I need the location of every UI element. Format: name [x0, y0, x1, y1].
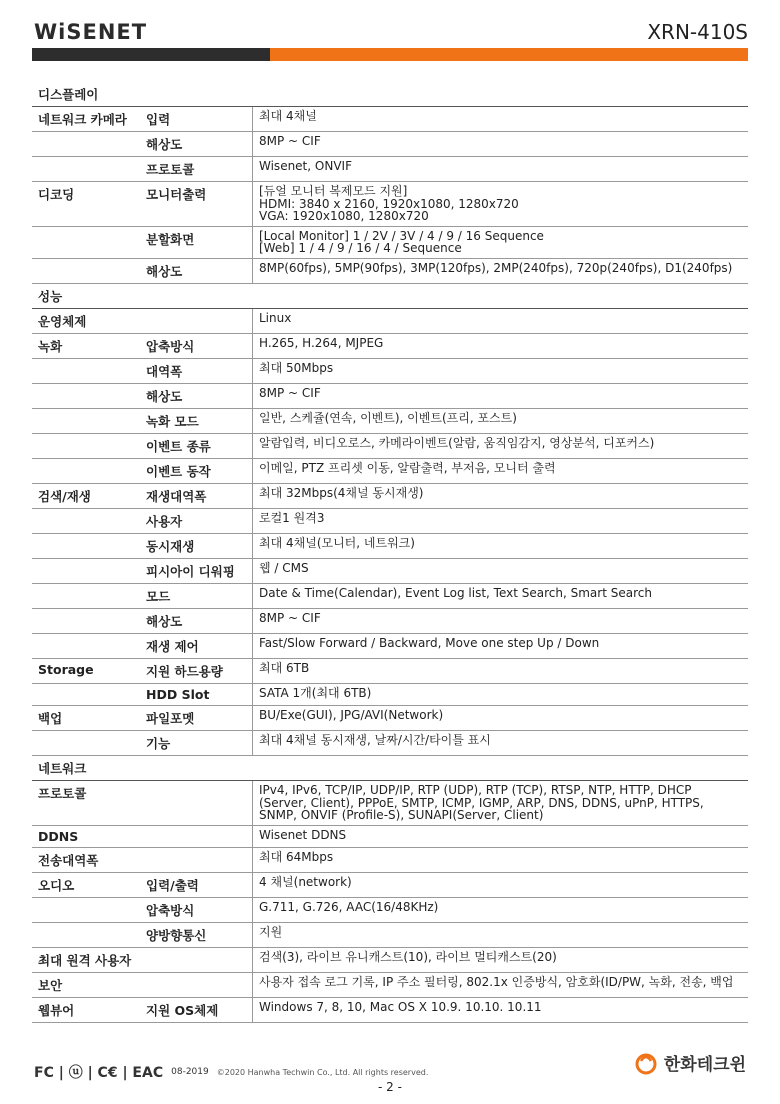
spec-subcategory: 동시재생	[146, 538, 195, 554]
spec-category	[32, 132, 142, 156]
spec-value: 이메일, PTZ 프리셋 이동, 알람출력, 부저음, 모니터 출력	[252, 459, 748, 483]
spec-value: BU/Exe(GUI), JPG/AVI(Network)	[252, 706, 748, 730]
spec-category	[32, 384, 142, 408]
section-header	[32, 756, 748, 781]
spec-category	[32, 609, 142, 633]
spec-row	[32, 659, 748, 684]
spec-row	[32, 898, 748, 923]
section-title: 디스플레이	[38, 87, 99, 102]
spec-row	[32, 584, 748, 609]
spec-category	[32, 459, 142, 483]
wisenet-logo: WiSENET	[34, 20, 148, 44]
spec-row	[32, 559, 748, 584]
spec-category	[32, 509, 142, 533]
spec-category: 전송대역폭	[38, 852, 99, 868]
spec-value: [Local Monitor] 1 / 2V / 3V / 4 / 9 / 16 Sequence [Web] 1 / 4 / 9 / 16 / 4 / Sequence	[252, 227, 748, 258]
hanwha-logo	[634, 1050, 746, 1075]
spec-value: 최대 4채널(모니터, 네트워크)	[252, 534, 748, 558]
spec-category: Storage	[38, 661, 94, 677]
spec-row	[32, 259, 748, 284]
spec-row	[32, 227, 748, 259]
spec-row	[32, 684, 748, 706]
spec-value: G.711, G.726, AAC(16/48KHz)	[252, 898, 748, 922]
spec-row	[32, 826, 748, 848]
footer-info	[34, 1062, 428, 1082]
spec-row	[32, 948, 748, 973]
spec-row	[32, 334, 748, 359]
spec-subcategory: 기능	[146, 735, 171, 751]
spec-category	[32, 731, 142, 755]
spec-value: H.265, H.264, MJPEG	[252, 334, 748, 358]
spec-row	[32, 973, 748, 998]
spec-subcategory: 사용자	[146, 513, 183, 529]
spec-row	[32, 609, 748, 634]
spec-row	[32, 384, 748, 409]
spec-category	[32, 559, 142, 583]
spec-subcategory: 이벤트 동작	[146, 463, 211, 479]
spec-subcategory: 입력/출력	[146, 877, 199, 893]
spec-category	[32, 584, 142, 608]
spec-row	[32, 434, 748, 459]
header-bar-orange	[270, 48, 748, 61]
spec-value: 최대 4채널 동시재생, 날짜/시간/타이틀 표시	[252, 731, 748, 755]
spec-value: Date & Time(Calendar), Event Log list, Text Search, Smart Search	[252, 584, 748, 608]
page-header	[0, 0, 780, 64]
spec-subcategory: 프로토콜	[146, 162, 195, 177]
spec-subcategory: 대역폭	[146, 363, 183, 379]
spec-category	[32, 684, 142, 705]
spec-subcategory: 해상도	[146, 263, 183, 279]
spec-category: 녹화	[38, 338, 63, 354]
spec-subcategory: 양방향통신	[146, 927, 207, 943]
spec-value: 지원	[252, 923, 748, 947]
spec-value: SATA 1개(최대 6TB)	[252, 684, 748, 705]
spec-category: 프로토콜	[38, 785, 87, 801]
spec-row	[32, 484, 748, 509]
spec-value: 검색(3), 라이브 유니캐스트(10), 라이브 멀티캐스트(20)	[252, 948, 748, 972]
spec-value: Linux	[252, 309, 748, 333]
spec-row	[32, 107, 748, 132]
spec-subcategory: 이벤트 종류	[146, 438, 211, 454]
spec-subcategory: 모드	[146, 588, 171, 604]
spec-category	[32, 534, 142, 558]
spec-row	[32, 731, 748, 756]
spec-category: 검색/재생	[38, 488, 91, 504]
spec-value: 8MP ~ CIF	[252, 384, 748, 408]
spec-category	[32, 923, 142, 947]
spec-row	[32, 634, 748, 659]
spec-subcategory: 피시아이 디워핑	[146, 563, 235, 579]
spec-value: 8MP(60fps), 5MP(90fps), 3MP(120fps), 2MP(240fps), 720p(240fps), D1(240fps)	[252, 259, 748, 283]
spec-value: 8MP ~ CIF	[252, 132, 748, 156]
spec-subcategory: 압축방식	[146, 338, 195, 354]
spec-value: [듀얼 모니터 복제모드 지원] HDMI: 3840 x 2160, 1920x1080, 1280x720 VGA: 1920x1080, 1280x720	[252, 182, 748, 226]
spec-value: 최대 50Mbps	[252, 359, 748, 383]
spec-value: 최대 4채널	[252, 107, 748, 131]
spec-table	[32, 82, 748, 1023]
certification-marks: FC | ⓤ | C€ | EAC	[34, 1065, 164, 1081]
spec-category	[32, 434, 142, 458]
spec-value: Wisenet DDNS	[252, 826, 748, 847]
spec-subcategory: 녹화 모드	[146, 413, 199, 429]
spec-subcategory: 지원 OS체제	[146, 1002, 219, 1018]
spec-row	[32, 534, 748, 559]
spec-value: 로컬1 원격3	[252, 509, 748, 533]
spec-category: 네트워크 카메라	[38, 112, 127, 127]
spec-category	[32, 898, 142, 922]
spec-subcategory: 해상도	[146, 137, 183, 152]
header-bar-dark	[32, 48, 270, 61]
spec-category: 운영체제	[38, 313, 87, 329]
footer-copyright: ©2020 Hanwha Techwin Co., Ltd. All rights reserved.	[216, 1067, 429, 1077]
spec-row	[32, 998, 748, 1023]
spec-subcategory: 입력	[146, 112, 171, 127]
spec-value: 웹 / CMS	[252, 559, 748, 583]
spec-category: DDNS	[38, 828, 79, 844]
spec-value: Windows 7, 8, 10, Mac OS X 10.9. 10.10. 10.11	[252, 998, 748, 1022]
spec-row	[32, 157, 748, 182]
spec-category	[32, 227, 142, 258]
spec-value: 알람입력, 비디오로스, 카메라이벤트(알람, 움직임감지, 영상분석, 디포커스)	[252, 434, 748, 458]
spec-subcategory: 파일포멧	[146, 710, 195, 726]
spec-category: 디코딩	[38, 187, 75, 202]
spec-row	[32, 873, 748, 898]
spec-subcategory: 압축방식	[146, 902, 195, 918]
spec-category: 최대 원격 사용자	[38, 952, 132, 968]
spec-value: 최대 6TB	[252, 659, 748, 683]
spec-row	[32, 182, 748, 227]
hanwha-flame-icon	[634, 1051, 658, 1075]
spec-category: 백업	[38, 710, 63, 726]
spec-value: 4 채널(network)	[252, 873, 748, 897]
spec-category	[32, 634, 142, 658]
spec-row	[32, 509, 748, 534]
spec-value: IPv4, IPv6, TCP/IP, UDP/IP, RTP (UDP), RTP (TCP), RTSP, NTP, HTTP, DHCP (Server, Client), PPPoE, SMTP, ICMP, IGMP, ARP, DNS, DDNS, uPnP, HTTPS, SNMP, ONVIF (Profile-S), SUNAPI(Server, Client)	[252, 781, 748, 825]
spec-value: 최대 32Mbps(4채널 동시재생)	[252, 484, 748, 508]
spec-row	[32, 848, 748, 873]
spec-category: 웹뷰어	[38, 1002, 75, 1018]
spec-category: 오디오	[38, 877, 75, 893]
spec-row	[32, 781, 748, 826]
spec-value: 8MP ~ CIF	[252, 609, 748, 633]
spec-value: 사용자 접속 로그 기록, IP 주소 필터링, 802.1x 인증방식, 암호화(ID/PW, 녹화, 전송, 백업	[252, 973, 748, 997]
spec-row	[32, 706, 748, 731]
spec-category: 보안	[38, 977, 63, 993]
model-name: XRN-410S	[647, 20, 748, 44]
section-title: 성능	[38, 288, 63, 304]
spec-subcategory: 해상도	[146, 613, 183, 629]
spec-subcategory: 재생대역폭	[146, 488, 207, 504]
spec-category	[32, 157, 142, 181]
spec-row	[32, 309, 748, 334]
spec-row	[32, 132, 748, 157]
spec-row	[32, 923, 748, 948]
hanwha-brand-text: 한화테크윈	[663, 1055, 746, 1075]
spec-category	[32, 359, 142, 383]
section-header	[32, 284, 748, 309]
spec-subcategory: 해상도	[146, 388, 183, 404]
spec-value: Fast/Slow Forward / Backward, Move one step Up / Down	[252, 634, 748, 658]
section-header	[32, 82, 748, 107]
spec-category	[32, 259, 142, 283]
spec-row	[32, 459, 748, 484]
spec-value: 최대 64Mbps	[252, 848, 748, 872]
page-number: - 2 -	[378, 1080, 402, 1094]
spec-subcategory: 재생 제어	[146, 638, 199, 654]
spec-row	[32, 409, 748, 434]
footer-date: 08-2019	[171, 1067, 209, 1077]
section-title: 네트워크	[38, 760, 87, 776]
spec-value: 일반, 스케쥴(연속, 이벤트), 이벤트(프리, 포스트)	[252, 409, 748, 433]
spec-category	[32, 409, 142, 433]
spec-subcategory: 지원 하드용량	[146, 663, 223, 679]
spec-value: Wisenet, ONVIF	[252, 157, 748, 181]
spec-row	[32, 359, 748, 384]
spec-subcategory: 분할화면	[146, 231, 195, 247]
spec-subcategory: HDD Slot	[146, 686, 210, 702]
spec-subcategory: 모니터출력	[146, 187, 207, 202]
